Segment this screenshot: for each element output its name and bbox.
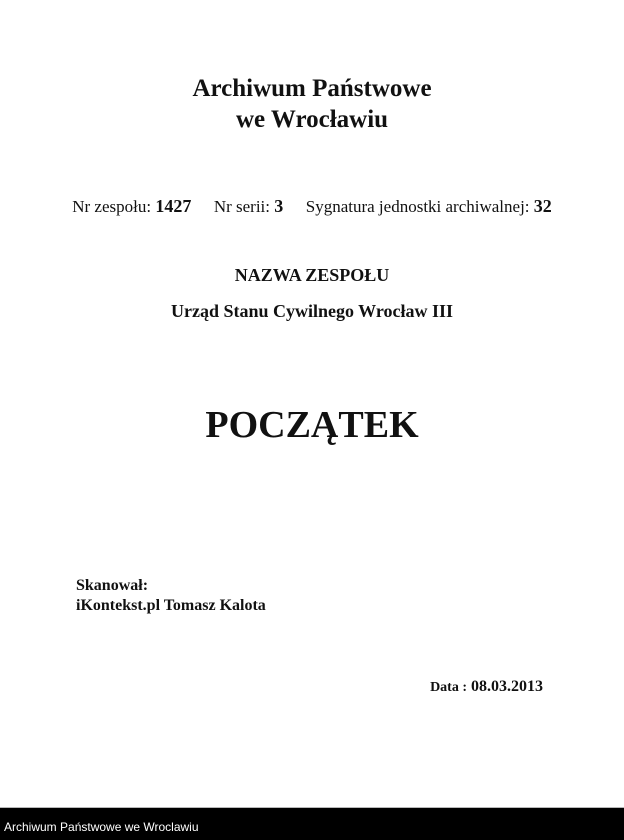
footer-archive-name: Archiwum Państwowe we Wroclawiu (4, 820, 199, 834)
scanned-by-block (76, 576, 266, 616)
scan-date (430, 677, 543, 698)
date-value: 08.03.2013 (471, 678, 543, 695)
archive-title-line-1: Archiwum Państwowe (192, 75, 432, 102)
footer-bar (0, 808, 624, 840)
archive-title (0, 73, 624, 135)
scanned-by-value: iKontekst.pl Tomasz Kalota (76, 597, 266, 614)
series-value: 3 (274, 196, 284, 216)
series-label: Nr serii: (213, 197, 270, 216)
main-heading: POCZĄTEK (205, 404, 419, 446)
fond-name-heading: NAZWA ZESPOŁU (234, 265, 390, 285)
fond-number-label: Nr zespołu: (72, 197, 152, 216)
archival-reference-row (0, 195, 624, 218)
date-label: Data : (430, 680, 467, 695)
fond-name: Urząd Stanu Cywilnego Wrocław III (170, 301, 454, 321)
scanned-by-label: Skanował: (76, 577, 149, 594)
signature-label: Sygnatura jednostki archiwalnej: (305, 197, 530, 216)
archive-title-line-2: we Wrocławiu (235, 106, 389, 133)
fond-number-value: 1427 (155, 196, 192, 216)
signature-value: 32 (533, 196, 552, 216)
